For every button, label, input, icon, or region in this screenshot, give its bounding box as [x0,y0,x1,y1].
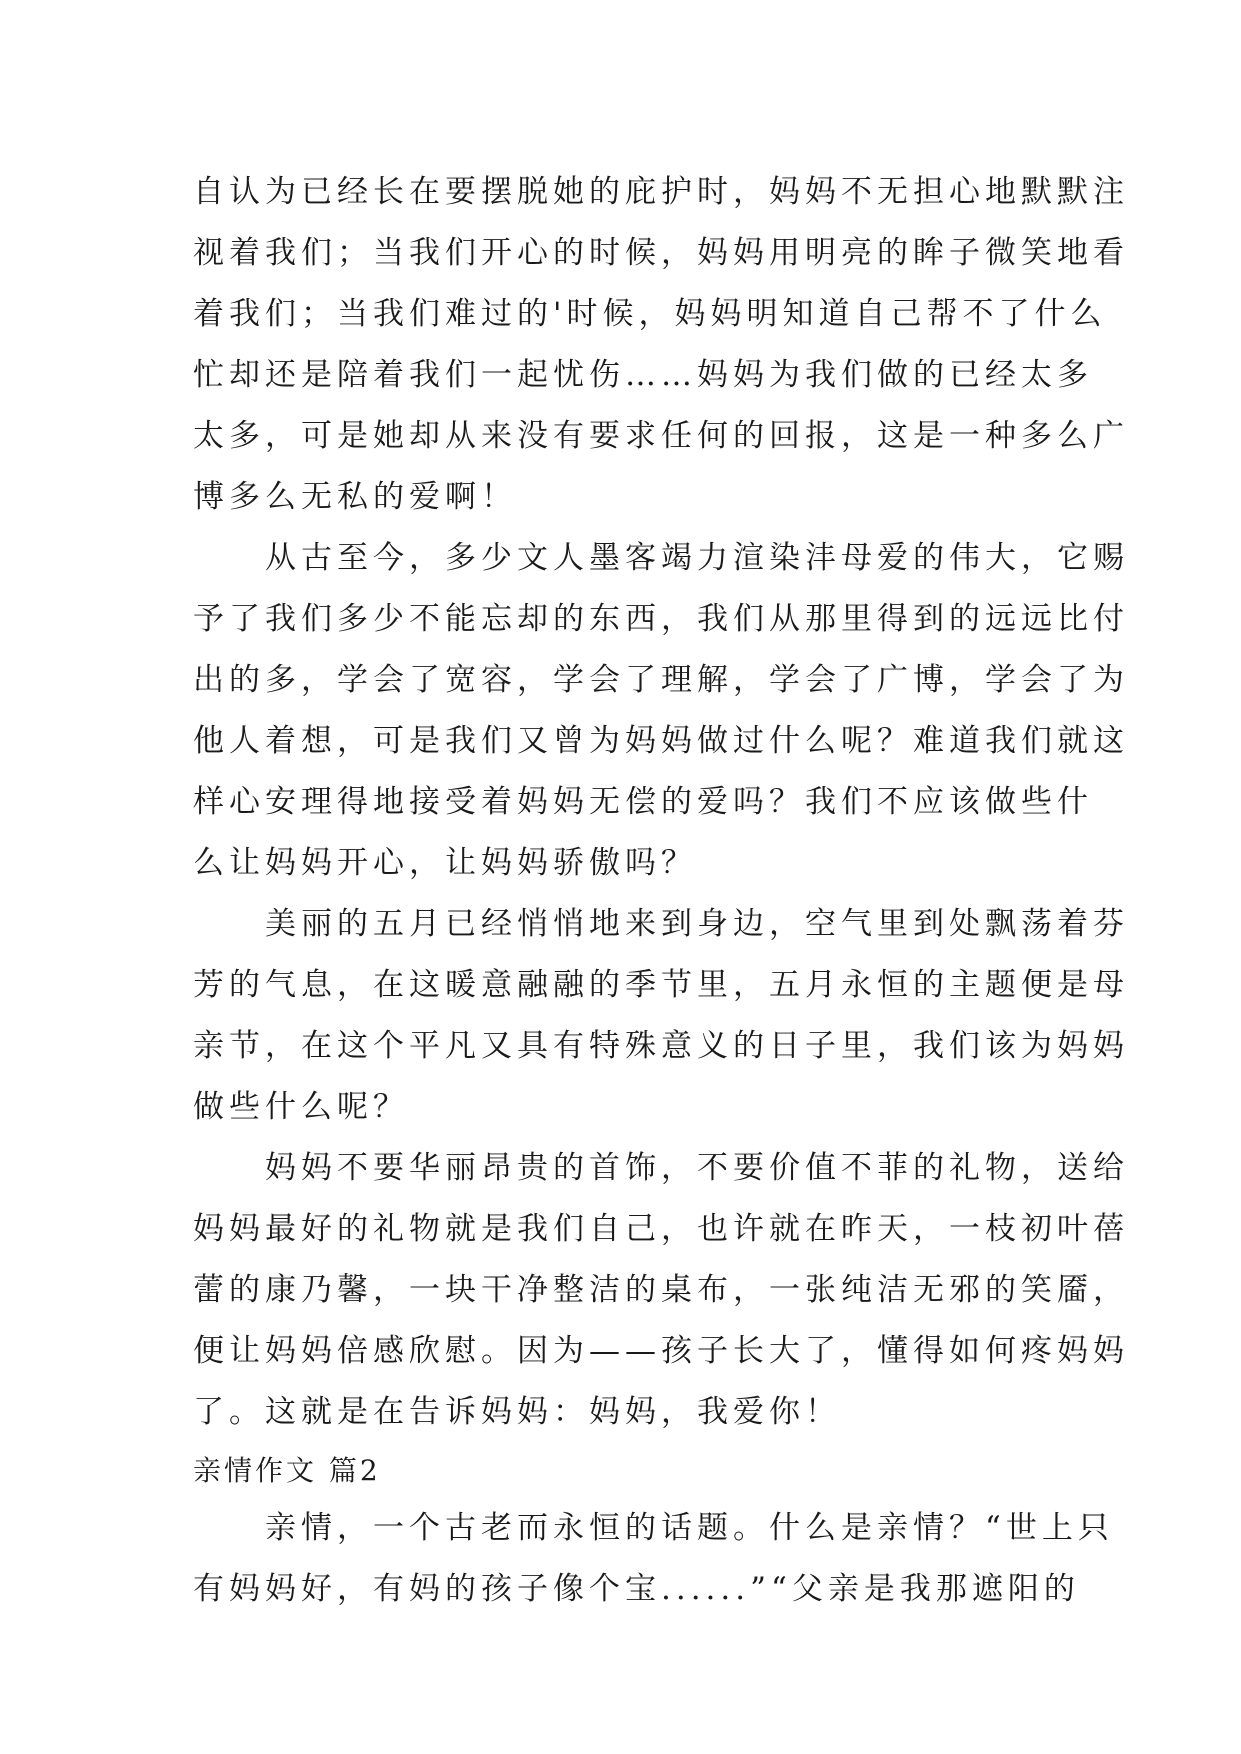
text-line: 妈妈最好的礼物就是我们自己，也许就在昨天，一枝初叶蓓 [193,1211,1129,1247]
text-line: 芳的气息，在这暖意融融的季节里，五月永恒的主题便是母 [193,967,1129,1003]
paragraph-5 [193,1498,1114,1620]
text-line: 蕾的康乃馨，一块干净整洁的桌布，一张纯洁无邪的笑靥， [193,1272,1129,1308]
text-line: 便让妈妈倍感欣慰。因为——孩子长大了，懂得如何疼妈妈 [193,1333,1129,1369]
document-body [193,162,1129,1620]
text-line: 从古至今，多少文人墨客竭力渲染沣母爱的伟大，它赐 [193,540,1129,576]
text-line: 做些什么呢？ [193,1089,409,1125]
text-line: 样心安理得地接受着妈妈无偿的爱吗？我们不应该做些什 [193,784,1093,820]
text-line: 他人着想，可是我们又曾为妈妈做过什么呢？难道我们就这 [193,723,1129,759]
text-line: 亲情，一个古老而永恒的话题。什么是亲情？“世上只 [193,1510,1114,1546]
paragraph-2 [193,528,1129,894]
text-line: 予了我们多少不能忘却的东西，我们从那里得到的远远比付 [193,601,1129,637]
text-line: 美丽的五月已经悄悄地来到身边，空气里到处飘荡着芬 [193,906,1129,942]
text-line: 了。这就是在告诉妈妈：妈妈，我爱你！ [193,1394,841,1430]
paragraph-3 [193,894,1129,1138]
text-line: 自认为已经长在要摆脱她的庇护时，妈妈不无担心地默默注 [193,174,1129,210]
text-line: 太多，可是她却从来没有要求任何的回报，这是一种多么广 [193,418,1129,454]
text-line: 博多么无私的爱啊！ [193,479,517,515]
text-line: 视着我们；当我们开心的时候，妈妈用明亮的眸子微笑地看 [193,235,1129,271]
text-line: 忙却还是陪着我们一起忧伤……妈妈为我们做的已经太多 [193,357,1093,393]
text-line: 出的多，学会了宽容，学会了理解，学会了广博，学会了为 [193,662,1129,698]
text-line: 着我们；当我们难过的'时候，妈妈明知道自己帮不了什么 [193,296,1107,332]
text-line: 么让妈妈开心，让妈妈骄傲吗？ [193,845,697,881]
paragraph-1 [193,162,1129,528]
text-line: 亲节，在这个平凡又具有特殊意义的日子里，我们该为妈妈 [193,1028,1129,1064]
text-line: 有妈妈好，有妈的孩子像个宝......”“父亲是我那遮阳的 [193,1571,1080,1607]
section-heading: 亲情作文 篇2 [193,1454,381,1487]
text-line: 妈妈不要华丽昂贵的首饰，不要价值不菲的礼物，送给 [193,1150,1129,1186]
paragraph-4 [193,1138,1129,1443]
